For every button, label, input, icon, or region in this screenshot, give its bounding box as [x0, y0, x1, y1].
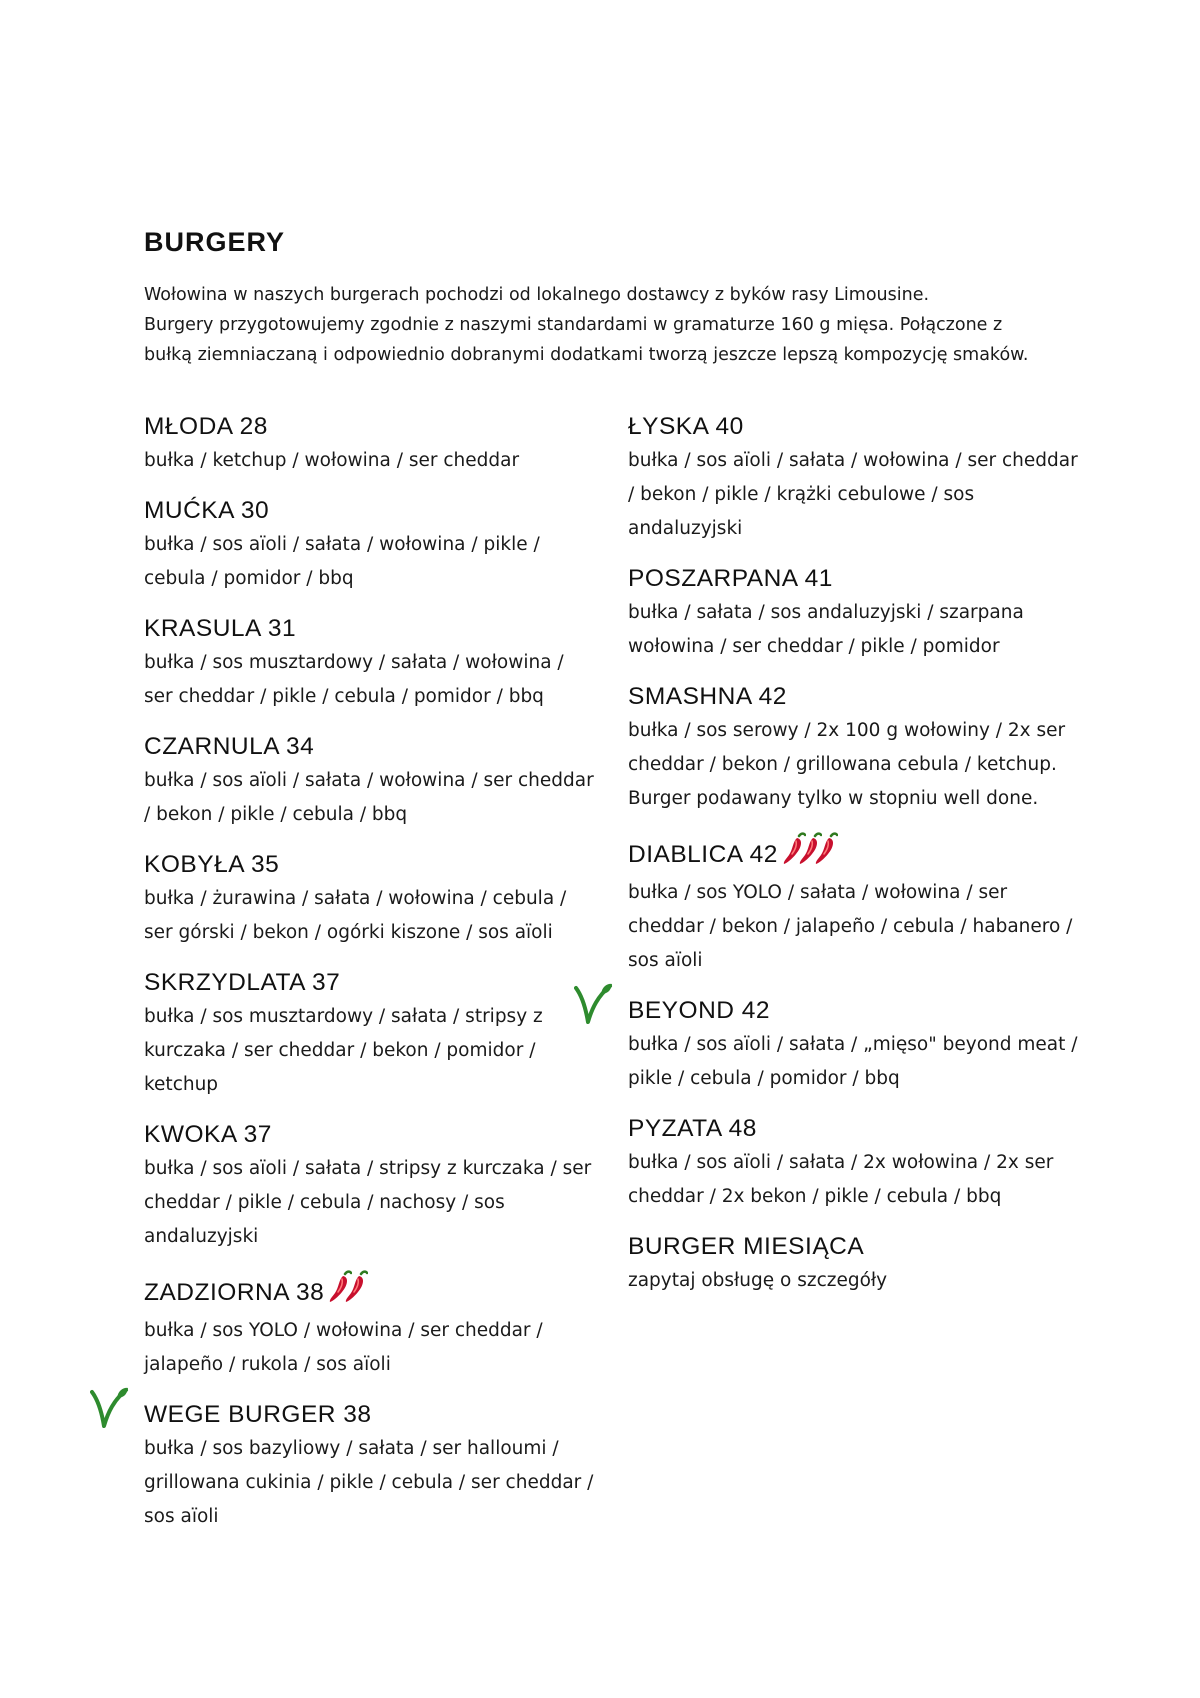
intro-text: [144, 280, 1074, 370]
menu-item-description: bułka / sos bazyliowy / sałata / ser halloumi / grillowana cukinia / pikle / cebula / ser cheddar / sos aïoli: [144, 1438, 594, 1527]
intro-line: Burgery przygotowujemy zgodnie z naszymi standardami w gramaturze 160 g mięsa. Połączone z: [144, 315, 1003, 335]
menu-item: [144, 612, 594, 714]
leaf-v-icon: [574, 982, 614, 1030]
menu-item-name: [144, 966, 594, 1000]
menu-item-name-text: BEYOND 42: [628, 997, 771, 1024]
menu-item-description: bułka / sos aïoli / sałata / wołowina / ser cheddar / bekon / pikle / krążki cebulowe / sos andaluzyjski: [628, 450, 1078, 539]
menu-item-name-text: SKRZYDLATA 37: [144, 969, 341, 996]
menu-item: [144, 848, 594, 950]
menu-item-name: [628, 680, 1078, 714]
leaf-v-icon: [90, 1386, 130, 1434]
menu-item-name-text: KWOKA 37: [144, 1121, 272, 1148]
menu-item-name-text: POSZARPANA 41: [628, 565, 833, 592]
menu-item: [628, 562, 1078, 664]
menu-item-name: [144, 1398, 594, 1432]
menu-item-name: [144, 612, 594, 646]
menu-item-name-text: ZADZIORNA 38: [144, 1279, 325, 1306]
spicy-indicator: [782, 832, 838, 876]
menu-item-name-text: WEGE BURGER 38: [144, 1401, 372, 1428]
menu-item: [628, 1230, 1078, 1298]
intro-line: Wołowina w naszych burgerach pochodzi od lokalnego dostawcy z byków rasy Limousine.: [144, 285, 930, 305]
menu-item-name-text: PYZATA 48: [628, 1115, 757, 1142]
menu-item: [628, 832, 1078, 978]
menu-item-name: [628, 994, 1078, 1028]
menu-item-description: bułka / sałata / sos andaluzyjski / szarpana wołowina / ser cheddar / pikle / pomidor: [628, 602, 1024, 657]
menu-item-name-text: SMASHNA 42: [628, 683, 787, 710]
menu-item-description: bułka / sos aïoli / sałata / „mięso" beyond meat / pikle / cebula / pomidor / bbq: [628, 1034, 1078, 1089]
menu-item-name: [144, 410, 594, 444]
menu-item-name-text: BURGER MIESIĄCA: [628, 1233, 865, 1260]
menu-item-name-text: KOBYŁA 35: [144, 851, 280, 878]
menu-item-name-text: KRASULA 31: [144, 615, 297, 642]
menu-item-name: [144, 1118, 594, 1152]
menu-item-description: bułka / sos YOLO / sałata / wołowina / ser cheddar / bekon / jalapeño / cebula / habanero / sos aïoli: [628, 882, 1073, 971]
menu-item-description: bułka / żurawina / sałata / wołowina / cebula / ser górski / bekon / ogórki kiszone / sos aïoli: [144, 888, 567, 943]
menu-item-description: bułka / sos aïoli / sałata / stripsy z kurczaka / ser cheddar / pikle / cebula / nachosy / sos andaluzyjski: [144, 1158, 592, 1247]
menu-item-description: bułka / sos musztardowy / sałata / stripsy z kurczaka / ser cheddar / bekon / pomidor / ketchup: [144, 1006, 543, 1095]
menu-item: [628, 680, 1078, 816]
menu-column-left: [144, 410, 594, 1550]
menu-item-description: bułka / sos aïoli / sałata / wołowina / pikle / cebula / pomidor / bbq: [144, 534, 540, 589]
menu-item-name: [144, 494, 594, 528]
menu-item: [144, 966, 594, 1102]
menu-item: [144, 730, 594, 832]
menu-item-name: [628, 1112, 1078, 1146]
menu-item: [144, 1270, 594, 1382]
menu-item-name-text: ŁYSKA 40: [628, 413, 744, 440]
intro-line: bułką ziemniaczaną i odpowiednio dobranymi dodatkami tworzą jeszcze lepszą kompozycję smaków.: [144, 345, 1029, 365]
menu-item-name: [144, 730, 594, 764]
menu-item-name-text: MUĆKA 30: [144, 497, 270, 524]
menu-item-name-text: DIABLICA 42: [628, 841, 778, 868]
menu-item: [628, 410, 1078, 546]
menu-item-description: bułka / sos serowy / 2x 100 g wołowiny / 2x ser cheddar / bekon / grillowana cebula / ketchup. Burger podawany tylko w stopniu well done.: [628, 720, 1066, 809]
menu-item-description: bułka / sos YOLO / wołowina / ser cheddar / jalapeño / rukola / sos aïoli: [144, 1320, 543, 1375]
menu-item-name-text: MŁODA 28: [144, 413, 268, 440]
menu-item-description: zapytaj obsługę o szczegóły: [628, 1270, 888, 1291]
menu-item-description: bułka / sos musztardowy / sałata / wołowina / ser cheddar / pikle / cebula / pomidor / bbq: [144, 652, 564, 707]
menu-item: [144, 1398, 594, 1534]
menu-item-name: [628, 832, 1078, 876]
menu-item-name-text: CZARNULA 34: [144, 733, 315, 760]
chili-pepper-icon: [344, 1283, 368, 1310]
menu-item: [144, 494, 594, 596]
menu-item-name: [628, 562, 1078, 596]
menu-item: [144, 1118, 594, 1254]
menu-item-description: bułka / ketchup / wołowina / ser cheddar: [144, 450, 520, 471]
menu-item-name: [144, 848, 594, 882]
menu-column-right: [628, 410, 1078, 1314]
menu-item-name: [628, 1230, 1078, 1264]
menu-item: [144, 410, 594, 478]
menu-item-description: bułka / sos aïoli / sałata / wołowina / ser cheddar / bekon / pikle / cebula / bbq: [144, 770, 594, 825]
menu-item: [628, 1112, 1078, 1214]
menu-item-description: bułka / sos aïoli / sałata / 2x wołowina / 2x ser cheddar / 2x bekon / pikle / cebula / bbq: [628, 1152, 1054, 1207]
menu-item: [628, 994, 1078, 1096]
page-title: BURGERY: [144, 227, 286, 257]
menu-item-name: [144, 1270, 594, 1314]
menu-item-name: [628, 410, 1078, 444]
spicy-indicator: [328, 1270, 368, 1314]
chili-pepper-icon: [814, 845, 838, 872]
